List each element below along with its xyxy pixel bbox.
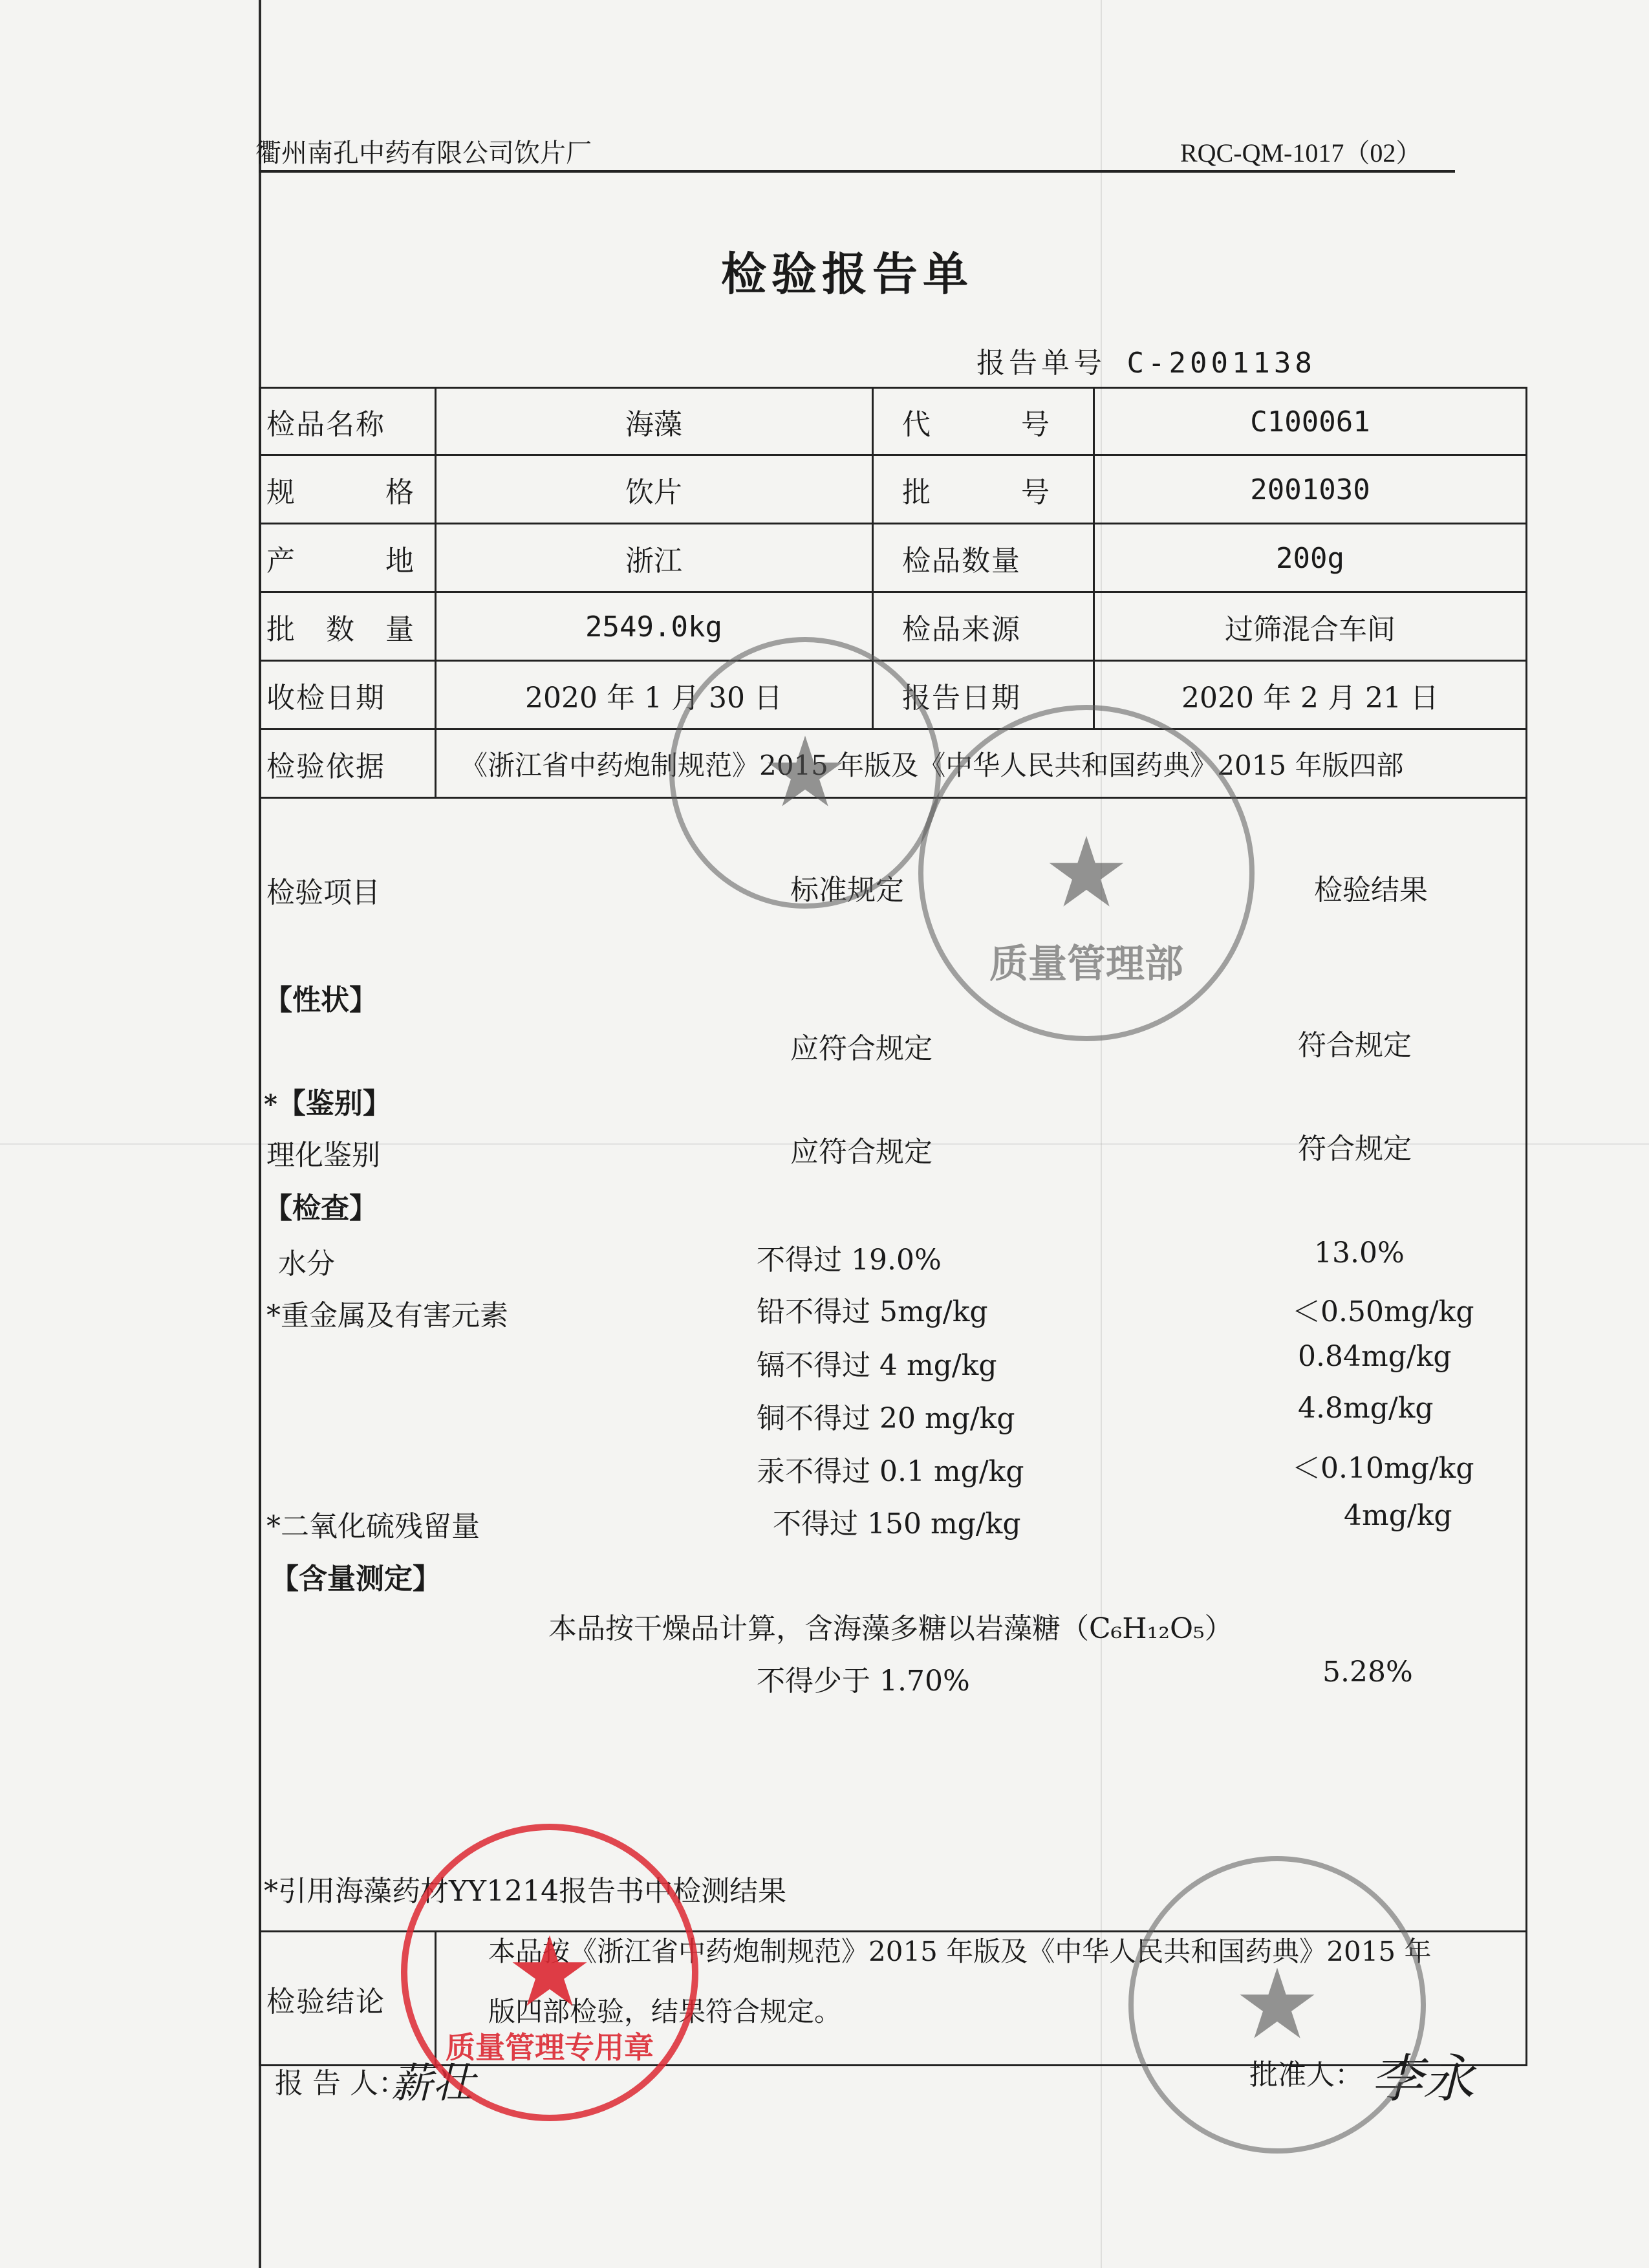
company-name: 衢州南孔中药有限公司饮片厂	[255, 138, 592, 168]
lead-result: ＜0.50mg/kg	[1292, 1295, 1474, 1328]
col-header-item: 检验项目	[266, 876, 380, 909]
row-divider	[259, 523, 1527, 524]
star-icon: ★	[1233, 1949, 1321, 2061]
star-icon: ★	[761, 717, 849, 829]
seal-right	[918, 705, 1255, 1041]
so2-standard: 不得过 150 mg/kg	[773, 1507, 1021, 1540]
label-conclusion: 检验结论	[266, 1985, 385, 2018]
character-result: 符合规定	[1298, 1029, 1412, 1062]
label-batch-qty: 批 数 量	[266, 613, 415, 646]
conclusion-line1: 本品按《浙江省中药炮制规范》2015 年版及《中华人民共和国药典》2015 年	[488, 1936, 1432, 1967]
section-check: 【检查】	[264, 1192, 378, 1225]
page-title: 检验报告单	[721, 248, 973, 301]
footnote-text: 引用海藻药材YY1214报告书中检测结果	[278, 1875, 787, 1908]
star-mark: *	[266, 1299, 281, 1332]
row-divider	[259, 591, 1527, 593]
value-spec: 饮片	[625, 476, 682, 509]
seal-bottom-red	[401, 1824, 698, 2121]
identify-result: 符合规定	[1298, 1132, 1412, 1165]
report-number: 报告单号 C-2001138	[976, 347, 1316, 380]
lead-standard: 铅不得过 5mg/kg	[757, 1295, 988, 1328]
mercury-result: ＜0.10mg/kg	[1292, 1452, 1474, 1485]
reporter-label: 报 告 人：	[275, 2067, 407, 2100]
label-sample-qty: 检品数量	[902, 545, 1021, 578]
section-identify	[264, 1080, 391, 1121]
seal-right-text: 质量管理部	[989, 942, 1183, 987]
assay-standard: 不得少于 1.70%	[757, 1665, 970, 1698]
value-source: 过筛混合车间	[1225, 613, 1396, 646]
cadmium-result: 0.84mg/kg	[1298, 1340, 1452, 1373]
star-mark: *	[264, 1875, 278, 1908]
mercury-standard: 汞不得过 0.1 mg/kg	[757, 1455, 1024, 1488]
label-source: 检品来源	[902, 613, 1021, 646]
seal-top-center	[669, 637, 941, 909]
so2-result: 4mg/kg	[1344, 1499, 1452, 1532]
heavy-metal-item	[266, 1292, 508, 1334]
label-basis: 检验依据	[266, 750, 385, 783]
seal-red-text: 质量管理专用章	[446, 2030, 654, 2065]
so2-label: 二氧化硫残留量	[281, 1510, 480, 1543]
col-header-standard: 标准规定	[790, 874, 904, 907]
star-mark: *	[266, 1510, 281, 1543]
value-report-date: 2020 年 2 月 21 日	[1181, 682, 1439, 715]
label-batch: 批 号	[902, 476, 1051, 509]
so2-item	[266, 1503, 480, 1544]
value-origin: 浙江	[625, 545, 682, 578]
conclusion-line2: 版四部检验，结果符合规定。	[488, 1996, 842, 2027]
moisture-item: 水分	[278, 1247, 335, 1280]
identify-standard: 应符合规定	[790, 1136, 932, 1169]
section-identify-label: 【鉴别】	[277, 1087, 391, 1120]
document-code: RQC-QM-1017（02）	[1180, 138, 1422, 167]
row-divider	[259, 660, 1527, 662]
value-sample-qty: 200g	[1276, 541, 1344, 575]
section-assay: 【含量测定】	[270, 1562, 441, 1595]
section-character: 【性状】	[264, 984, 378, 1017]
moisture-result: 13.0%	[1314, 1237, 1405, 1269]
label-product-name: 检品名称	[266, 408, 385, 441]
approver-signature: 李永	[1371, 2049, 1474, 2109]
moisture-standard: 不得过 19.0%	[757, 1244, 942, 1277]
value-batch: 2001030	[1250, 473, 1370, 506]
identify-item: 理化鉴别	[266, 1139, 380, 1172]
reporter-signature: 薪壮	[391, 2060, 474, 2108]
value-basis: 《浙江省中药炮制规范》2015 年版及《中华人民共和国药典》2015 年版四部	[460, 750, 1404, 781]
copper-standard: 铜不得过 20 mg/kg	[757, 1402, 1015, 1435]
seal-bottom-right	[1128, 1856, 1426, 2154]
assay-description: 本品按干燥品计算，含海藻多糖以岩藻糖（C₆H₁₂O₅）	[548, 1612, 1233, 1645]
heavy-metal-label: 重金属及有害元素	[281, 1299, 508, 1332]
character-standard: 应符合规定	[790, 1032, 932, 1065]
star-icon: ★	[1042, 817, 1130, 929]
cadmium-standard: 镉不得过 4 mg/kg	[757, 1349, 997, 1382]
approver-label: 批准人：	[1249, 2058, 1363, 2091]
header-rule	[259, 170, 1455, 173]
label-origin: 产 地	[266, 545, 415, 578]
value-product-name: 海藻	[625, 408, 682, 441]
copper-result: 4.8mg/kg	[1298, 1392, 1434, 1425]
row-divider	[259, 454, 1527, 456]
star-icon: ★	[506, 1916, 594, 2029]
label-report-date: 报告日期	[902, 682, 1021, 715]
assay-result: 5.28%	[1322, 1656, 1413, 1689]
col-header-result: 检验结果	[1314, 874, 1428, 907]
label-spec: 规 格	[266, 476, 415, 509]
label-receive-date: 收检日期	[266, 682, 385, 715]
star-mark: *	[264, 1089, 277, 1119]
value-receive-date: 2020 年 1 月 30 日	[525, 682, 782, 715]
label-code: 代 号	[902, 408, 1051, 441]
value-batch-qty: 2549.0kg	[585, 610, 722, 643]
value-code: C100061	[1250, 405, 1370, 438]
